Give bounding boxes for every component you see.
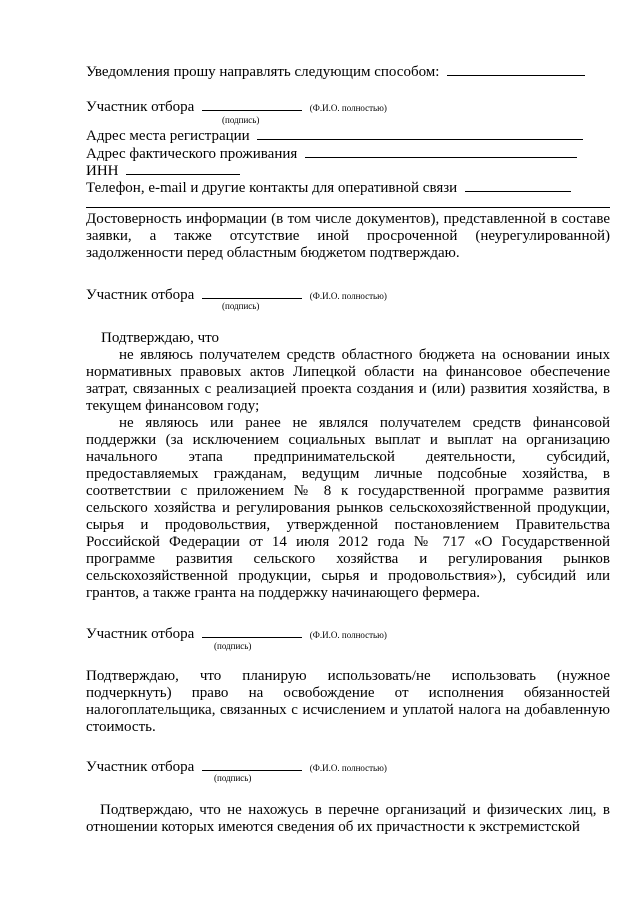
participant-label: Участник отбора bbox=[86, 99, 195, 115]
signature-caption: (подпись) bbox=[222, 115, 260, 125]
actual-address-field[interactable] bbox=[305, 144, 577, 158]
confirm-intro: Подтверждаю, что bbox=[101, 330, 220, 346]
signature-field[interactable] bbox=[202, 624, 302, 638]
confirm-item-1: не являюсь получателем средств областного бюджета на основании иных нормативных правовых актов Липецкой области на финансовое обеспечение затрат, связанных с реализацией проекта создания и (или) развития хозяйства, в текущем финансовом году; bbox=[86, 347, 610, 414]
signature-caption: (подпись) bbox=[214, 641, 252, 651]
fio-caption: (Ф.И.О. полностью) bbox=[309, 103, 387, 113]
registration-address-line bbox=[86, 126, 583, 145]
signature-field[interactable] bbox=[202, 757, 302, 771]
phone-field[interactable] bbox=[465, 178, 571, 192]
phone-label: Телефон, e-mail и другие контакты для оперативной связи bbox=[86, 180, 458, 196]
inn-label: ИНН bbox=[86, 163, 119, 179]
inn-field[interactable] bbox=[126, 161, 240, 175]
reliability-paragraph bbox=[86, 211, 610, 262]
registration-address-label: Адрес места регистрации bbox=[86, 128, 250, 144]
reliability-text: Достоверность информации (в том числе документов), представленной в составе заявки, а также отсутствие иной просроченной (неурегулированной) задолженности перед областным бюджетом подтверждаю. bbox=[86, 211, 610, 261]
actual-address-label: Адрес фактического проживания bbox=[86, 146, 298, 162]
confirm-paragraph-1 bbox=[86, 347, 610, 602]
phone-line bbox=[86, 178, 571, 197]
fio-caption: (Ф.И.О. полностью) bbox=[309, 630, 387, 640]
confirm-item-2: не являюсь или ранее не являлся получателем средств финансовой поддержки (за исключением социальных выплат и выплат на организацию начального этапа предпринимательской деятельности, субсидий, предоставляемых гражданам, ведущим личные подсобные хозяйства, в соответствии с приложением № 8 к государственной программе развития сельского хозяйства и регулирования рынков сельскохозяйственной продукции, сырья и продовольствия, утвержденной постановлением Правительства Российской Федерации от 14 июля 2012 года № 717 «О Государственной программе развития сельского хозяйства и регулирования рынков сельскохозяйственной продукции, сырья и продовольствия»), субсидий или грантов, а также гранта на поддержку начинающего фермера. bbox=[86, 415, 610, 601]
notification-method-field[interactable] bbox=[447, 62, 585, 76]
notification-method-line bbox=[86, 62, 585, 81]
fio-caption: (Ф.И.О. полностью) bbox=[309, 763, 387, 773]
signature-field[interactable] bbox=[202, 285, 302, 299]
signature-caption: (подпись) bbox=[214, 773, 252, 783]
registration-address-field[interactable] bbox=[257, 126, 583, 140]
extremism-paragraph bbox=[86, 802, 610, 836]
signature-line-1 bbox=[86, 97, 387, 117]
vat-paragraph bbox=[86, 668, 610, 736]
signature-field[interactable] bbox=[202, 97, 302, 111]
vat-text: Подтверждаю, что планирую использовать/не использовать (нужное подчеркнуть) право на освобождение от исполнения обязанностей налогоплательщика, связанных с исчислением и уплатой налога на добавленную стоимость. bbox=[86, 668, 610, 735]
contacts-extra-line[interactable] bbox=[86, 207, 610, 208]
participant-label: Участник отбора bbox=[86, 626, 195, 642]
participant-label: Участник отбора bbox=[86, 287, 195, 303]
fio-caption: (Ф.И.О. полностью) bbox=[309, 291, 387, 301]
participant-label: Участник отбора bbox=[86, 759, 195, 775]
extremism-text: Подтверждаю, что не нахожусь в перечне организаций и физических лиц, в отношении которых имеются сведения об их причастности к экстремистской bbox=[86, 802, 610, 835]
notification-method-label: Уведомления прошу направлять следующим способом: bbox=[86, 64, 440, 80]
signature-caption: (подпись) bbox=[222, 301, 260, 311]
